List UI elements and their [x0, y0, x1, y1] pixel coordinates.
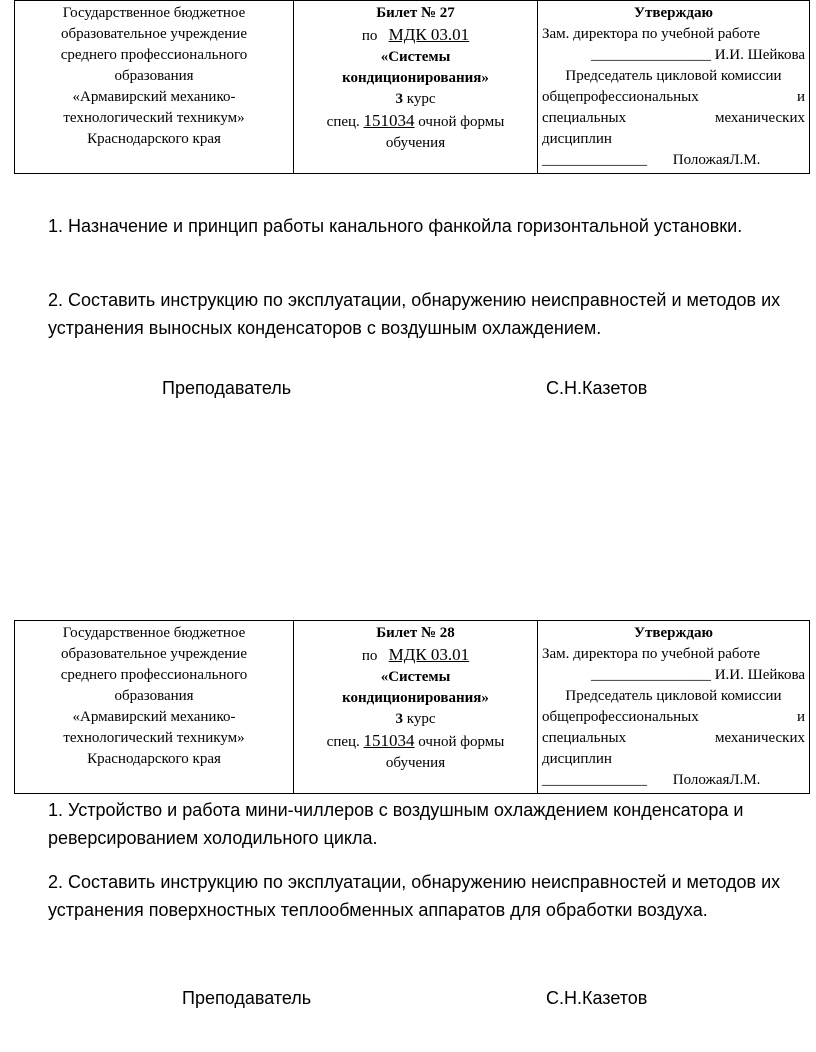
subject-line: «Системы: [380, 669, 451, 685]
institution-line: технологический техникум»: [63, 730, 245, 746]
chair-line: дисциплин: [542, 131, 612, 147]
ticket-27-header: [14, 0, 804, 174]
signature-line: ______________: [542, 772, 647, 788]
deputy-signature: ________________ И.И. Шейкова: [590, 47, 805, 63]
teacher-label: Преподаватель: [182, 988, 312, 1008]
chair-word: и: [796, 89, 805, 105]
subject-line: кондиционирования»: [342, 690, 489, 706]
chair-line: [542, 87, 805, 108]
institution-line: «Армавирский механико-: [72, 709, 236, 725]
institution-line: образования: [114, 68, 194, 84]
chair-line: дисциплин: [542, 751, 612, 767]
approval-cell: [538, 1, 810, 174]
form-label: очной формы: [418, 734, 505, 750]
institution-line: образовательное учреждение: [60, 646, 247, 662]
institution-cell: [15, 1, 294, 174]
ticket-title: Билет № 28: [376, 625, 455, 641]
spec-label: спец.: [326, 114, 360, 130]
form-line: обучения: [385, 135, 446, 151]
question-2: 2. Составить инструкцию по эксплуатации, обнаружению неисправностей и методов их устранения поверхностных теплообменных аппаратов для обработки воздуха.: [48, 872, 781, 920]
subject-line: «Системы: [380, 49, 451, 65]
signature-line: ______________: [542, 152, 647, 168]
po-label: по: [361, 28, 378, 44]
form-line: обучения: [385, 755, 446, 771]
chair-word: специальных: [542, 110, 627, 126]
chair-signature: [542, 150, 805, 171]
module-line: [298, 644, 533, 667]
institution-line: Государственное бюджетное: [62, 5, 246, 21]
teacher-name: С.Н.Казетов: [546, 378, 648, 398]
chair-line: [542, 108, 805, 129]
chair-signature: [542, 770, 805, 791]
institution-cell: [15, 621, 294, 794]
ticket-title: Билет № 27: [376, 5, 455, 21]
chair-line: Председатель цикловой комиссии: [565, 68, 782, 84]
institution-line: Краснодарского края: [87, 131, 221, 147]
ticket-info-cell: [294, 1, 538, 174]
institution-line: «Армавирский механико-: [72, 89, 236, 105]
ticket-info-cell: [294, 621, 538, 794]
chair-word: общепрофессиональных: [542, 89, 699, 105]
module-line: [298, 24, 533, 47]
spec-line: [298, 110, 533, 133]
module-code: МДК 03.01: [388, 25, 470, 44]
approve-title: Утверждаю: [634, 5, 713, 21]
chair-word: механических: [714, 730, 805, 746]
course-number: 3: [395, 711, 403, 727]
institution-line: образования: [114, 688, 194, 704]
approval-cell: [538, 621, 810, 794]
institution-line: образовательное учреждение: [60, 26, 247, 42]
institution-line: среднего профессионального: [60, 667, 248, 683]
chair-word: механических: [714, 110, 805, 126]
chair-name: ПоложаяЛ.М.: [672, 772, 761, 788]
deputy-signature: ________________ И.И. Шейкова: [590, 667, 805, 683]
teacher-name: С.Н.Казетов: [546, 988, 648, 1008]
ticket-28-header: [14, 620, 804, 794]
chair-line: [542, 707, 805, 728]
po-label: по: [361, 648, 378, 664]
question-1: 1. Назначение и принцип работы канального фанкойла горизонтальной установки.: [48, 216, 743, 236]
chair-word: и: [796, 709, 805, 725]
course-word: курс: [406, 91, 436, 107]
chair-line: [542, 728, 805, 749]
spec-label: спец.: [326, 734, 360, 750]
course-number: 3: [395, 91, 403, 107]
deputy-line: Зам. директора по учебной работе: [542, 26, 761, 42]
chair-word: специальных: [542, 730, 627, 746]
module-code: МДК 03.01: [388, 645, 470, 664]
chair-line: Председатель цикловой комиссии: [565, 688, 782, 704]
chair-word: общепрофессиональных: [542, 709, 699, 725]
question-1: 1. Устройство и работа мини-чиллеров с воздушным охлаждением конденсатора и реверсированием холодильного цикла.: [48, 800, 744, 848]
header-table: [14, 0, 810, 174]
course-line: [298, 709, 533, 730]
course-word: курс: [406, 711, 436, 727]
header-table: [14, 620, 810, 794]
institution-line: среднего профессионального: [60, 47, 248, 63]
form-label: очной формы: [418, 114, 505, 130]
spec-code: 151034: [363, 111, 415, 130]
subject-line: кондиционирования»: [342, 70, 489, 86]
deputy-line: Зам. директора по учебной работе: [542, 646, 761, 662]
institution-line: технологический техникум»: [63, 110, 245, 126]
chair-name: ПоложаяЛ.М.: [672, 152, 761, 168]
question-2: 2. Составить инструкцию по эксплуатации, обнаружению неисправностей и методов их устранения выносных конденсаторов с воздушным охлаждением.: [48, 290, 781, 338]
spec-code: 151034: [363, 731, 415, 750]
teacher-label: Преподаватель: [162, 378, 292, 398]
approve-title: Утверждаю: [634, 625, 713, 641]
spec-line: [298, 730, 533, 753]
course-line: [298, 89, 533, 110]
institution-line: Краснодарского края: [87, 751, 221, 767]
institution-line: Государственное бюджетное: [62, 625, 246, 641]
